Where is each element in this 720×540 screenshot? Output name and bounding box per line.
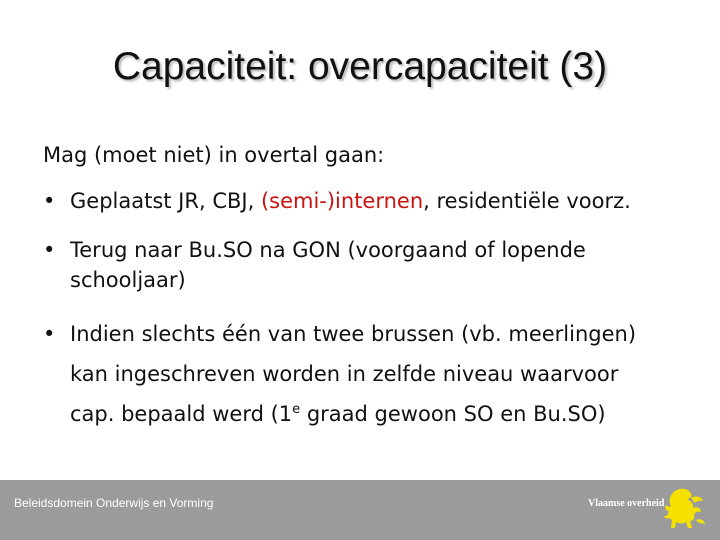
- bullet-dot: •: [43, 189, 56, 213]
- bullet-3-line-2: kan ingeschreven worden in zelfde niveau waarvoor: [70, 362, 619, 386]
- bullet-1-text-after: , residentiële voorz.: [423, 189, 631, 213]
- bullet-item-2: [43, 235, 693, 295]
- bullet-dot: •: [43, 238, 56, 262]
- bullet-item-1: [43, 184, 693, 218]
- ordinal-superscript: e: [292, 402, 301, 417]
- bullet-item-3: [43, 314, 693, 434]
- intro-text: Mag (moet niet) in overtal gaan:: [43, 143, 385, 167]
- bullet-3-line-3-before: cap. bepaald werd (1: [70, 402, 293, 426]
- bullet-3-line-3-after: graad gewoon SO en Bu.SO): [300, 402, 606, 426]
- footer-logo-text: Vlaamse overheid: [588, 498, 665, 509]
- bullet-2-line-2: schooljaar): [70, 268, 186, 292]
- slide-body: [43, 138, 693, 434]
- bullet-2-line-1: Terug naar Bu.SO na GON (voorgaand of lopende: [70, 238, 586, 262]
- slide-title: Capaciteit: overcapaciteit (3): [112, 45, 608, 88]
- bullet-1-highlight: (semi-)internen: [260, 189, 424, 213]
- bullet-3-line-1: Indien slechts één van twee brussen (vb. meerlingen): [70, 322, 637, 346]
- bullet-3-line-3: [70, 394, 693, 434]
- flemish-lion-icon: [658, 484, 710, 536]
- bullet-dot: •: [43, 322, 56, 346]
- footer-bar: [0, 480, 720, 540]
- bullet-1-text-before: Geplaatst JR, CBJ,: [70, 189, 261, 213]
- footer-department-text: Beleidsdomein Onderwijs en Vorming: [14, 496, 214, 510]
